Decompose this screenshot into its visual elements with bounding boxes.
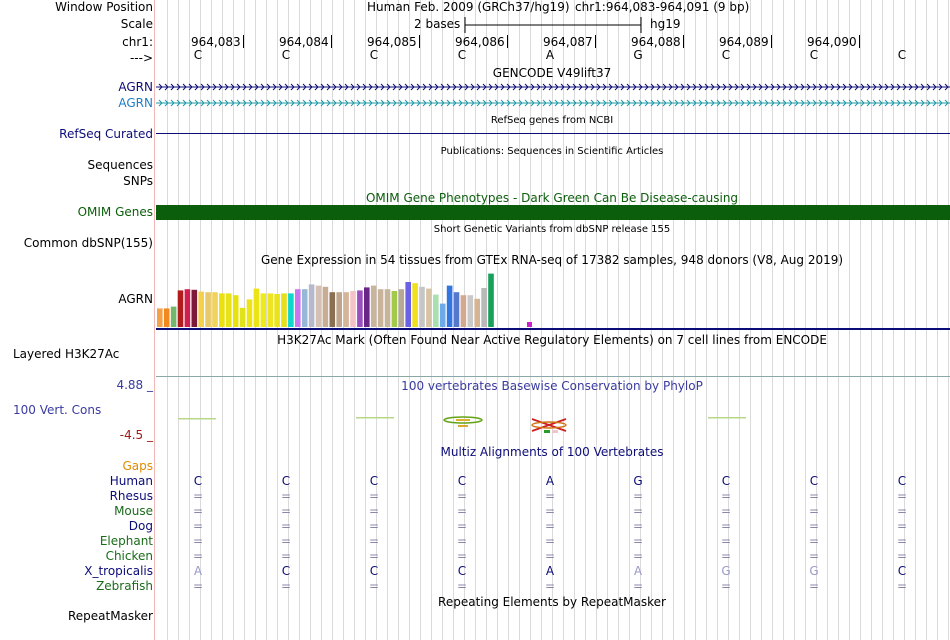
gtex-bar[interactable] <box>433 295 439 327</box>
gtex-bar[interactable] <box>164 308 170 327</box>
gtex-bar[interactable] <box>461 295 467 327</box>
cons-min-label: -4.5 _ <box>119 428 153 442</box>
alignment-base: = <box>192 549 204 563</box>
base-letter: C <box>281 48 291 62</box>
alignment-base: = <box>808 489 820 503</box>
agrn-gencode-alt-label[interactable]: AGRN <box>118 96 153 110</box>
h3k27ac-baseline <box>156 376 950 377</box>
window-position-label: Window Position <box>55 0 153 14</box>
alignment-base: = <box>456 489 468 503</box>
gencode-gene-tracks[interactable] <box>156 80 950 110</box>
ruler-tick-label: 964,088 <box>631 35 681 49</box>
repeatmasker-title: Repeating Elements by RepeatMasker <box>438 595 666 609</box>
species-label[interactable]: Elephant <box>99 534 153 548</box>
assembly-title: Human Feb. 2009 (GRCh37/hg19) <box>367 0 570 14</box>
base-letter: C <box>193 48 203 62</box>
phylop-conservation-plot[interactable] <box>156 405 950 439</box>
alignment-base: = <box>720 579 732 593</box>
sequences-label[interactable]: Sequences <box>87 158 153 172</box>
publications-title: Publications: Sequences in Scientific Articles <box>440 146 664 157</box>
alignment-base: = <box>544 549 556 563</box>
alignment-base: = <box>808 579 820 593</box>
gtex-bar[interactable] <box>281 293 287 327</box>
cons-track-label[interactable]: 100 Vert. Cons <box>13 403 102 417</box>
gtex-bar[interactable] <box>454 292 460 327</box>
gtex-bar[interactable] <box>233 295 239 327</box>
gtex-bar[interactable] <box>385 289 391 327</box>
alignment-base: C <box>897 564 907 578</box>
alignment-base: = <box>896 504 908 518</box>
base-letter: C <box>721 48 731 62</box>
gtex-bar[interactable] <box>240 308 246 327</box>
gtex-bar[interactable] <box>357 290 363 327</box>
alignment-base: C <box>897 474 907 488</box>
ruler-tick-mark <box>331 35 332 48</box>
base-letter: C <box>457 48 467 62</box>
alignment-base: = <box>456 549 468 563</box>
refseq-gene-line[interactable] <box>156 133 950 134</box>
alignment-base: = <box>280 504 292 518</box>
scale-bar <box>460 16 644 34</box>
gtex-bar[interactable] <box>288 293 294 327</box>
ruler-tick-label: 964,086 <box>455 35 505 49</box>
species-label[interactable]: Zebrafish <box>96 579 153 593</box>
species-label[interactable]: X_tropicalis <box>84 564 153 578</box>
alignment-base: C <box>457 564 467 578</box>
gtex-bar[interactable] <box>399 289 405 327</box>
gtex-bar[interactable] <box>267 293 273 327</box>
strand-arrow-label: ---> <box>129 51 153 65</box>
refseq-title: RefSeq genes from NCBI <box>490 115 614 126</box>
alignment-base: C <box>809 474 819 488</box>
gtex-bar[interactable] <box>447 286 453 327</box>
ruler-tick-label: 964,090 <box>807 35 857 49</box>
gtex-bar[interactable] <box>178 290 184 327</box>
alignment-base: = <box>544 519 556 533</box>
gtex-bar[interactable] <box>488 274 494 327</box>
alignment-base: = <box>896 489 908 503</box>
alignment-base: = <box>368 489 380 503</box>
ruler-tick-mark <box>595 35 596 48</box>
alignment-base: G <box>721 564 731 578</box>
alignment-base: = <box>544 504 556 518</box>
alignment-base: = <box>192 489 204 503</box>
alignment-base: = <box>280 519 292 533</box>
omim-genes-label[interactable]: OMIM Genes <box>77 205 153 219</box>
alignment-base: = <box>720 504 732 518</box>
alignment-base: = <box>632 549 644 563</box>
phylop-bars <box>178 417 746 433</box>
alignment-base: = <box>456 519 468 533</box>
ruler-tick-label: 964,083 <box>191 35 241 49</box>
ruler-tick-label: 964,084 <box>279 35 329 49</box>
alignment-base: C <box>193 474 203 488</box>
alignment-base: = <box>896 579 908 593</box>
gtex-title: Gene Expression in 54 tissues from GTEx RNA-seq of 17382 samples, 948 donors (V8, Aug 2019) <box>260 253 844 267</box>
alignment-base: A <box>633 564 643 578</box>
alignment-base: = <box>192 519 204 533</box>
ruler-tick-mark <box>859 35 860 48</box>
alignment-base: = <box>896 534 908 548</box>
base-letter: C <box>809 48 819 62</box>
alignment-base: = <box>368 549 380 563</box>
gtex-bar[interactable] <box>316 286 322 327</box>
alignment-base: = <box>280 579 292 593</box>
agrn-gencode-label[interactable]: AGRN <box>118 80 153 94</box>
alignment-base: = <box>632 579 644 593</box>
ruler-tick-label: 964,089 <box>719 35 769 49</box>
alignment-base: = <box>368 534 380 548</box>
gtex-bar[interactable] <box>419 287 425 327</box>
omim-gene-bar[interactable] <box>156 205 950 220</box>
alignment-base: = <box>720 519 732 533</box>
alignment-base: = <box>280 549 292 563</box>
alignment-base: = <box>192 534 204 548</box>
base-letter: A <box>545 48 555 62</box>
gtex-bar[interactable] <box>330 292 336 327</box>
ruler-tick-mark <box>243 35 244 48</box>
gtex-bar[interactable] <box>371 286 377 327</box>
alignment-base: = <box>368 504 380 518</box>
gtex-bar[interactable] <box>440 304 446 327</box>
ruler-tick-mark <box>683 35 684 48</box>
gtex-bar[interactable] <box>336 292 342 327</box>
gtex-bar[interactable] <box>171 307 177 327</box>
gtex-bar[interactable] <box>254 289 260 327</box>
alignment-base: = <box>456 579 468 593</box>
gtex-bar[interactable] <box>274 294 280 327</box>
alignment-base: G <box>633 474 643 488</box>
refseq-curated-label[interactable]: RefSeq Curated <box>59 127 153 141</box>
gtex-bar[interactable] <box>302 289 308 327</box>
alignment-base: A <box>545 474 555 488</box>
gtex-bar[interactable] <box>392 291 398 327</box>
gtex-bar[interactable] <box>309 284 315 327</box>
gtex-bar[interactable] <box>364 287 370 327</box>
base-letter: C <box>897 48 907 62</box>
alignment-base: C <box>281 474 291 488</box>
species-label[interactable]: Mouse <box>114 504 153 518</box>
gaps-label: Gaps <box>122 459 153 473</box>
alignment-base: = <box>632 519 644 533</box>
alignment-base: = <box>632 504 644 518</box>
gtex-bar[interactable] <box>198 292 204 327</box>
repeatmasker-label[interactable]: RepeatMasker <box>67 609 153 623</box>
snps-label[interactable]: SNPs <box>123 174 153 188</box>
gtex-bar[interactable] <box>405 282 411 327</box>
gtex-bar[interactable] <box>219 293 225 327</box>
chr-label: chr1: <box>122 35 153 49</box>
gtex-bar[interactable] <box>343 292 349 327</box>
alignment-base: C <box>457 474 467 488</box>
alignment-base: C <box>721 474 731 488</box>
gtex-bar[interactable] <box>378 289 384 327</box>
position-text: chr1:964,083-964,091 (9 bp) <box>575 0 750 14</box>
alignment-base: = <box>808 519 820 533</box>
species-label[interactable]: Rhesus <box>109 489 153 503</box>
ruler-tick-label: 964,087 <box>543 35 593 49</box>
layered-h3k27ac-label[interactable]: Layered H3K27Ac <box>13 347 120 361</box>
gtex-bar[interactable] <box>412 283 418 327</box>
gtex-bar[interactable] <box>157 308 163 327</box>
gtex-bar[interactable] <box>295 289 301 327</box>
alignment-base: = <box>896 549 908 563</box>
alignment-base: = <box>808 534 820 548</box>
gtex-expression-chart[interactable] <box>156 268 950 330</box>
gtex-bar[interactable] <box>481 288 487 327</box>
alignment-base: = <box>720 489 732 503</box>
species-label[interactable]: Human <box>109 474 153 488</box>
species-label[interactable]: Chicken <box>105 549 153 563</box>
alignment-base: = <box>280 489 292 503</box>
alignment-base: = <box>808 549 820 563</box>
ruler-tick-label: 964,085 <box>367 35 417 49</box>
gtex-bar[interactable] <box>323 287 329 327</box>
alignment-base: = <box>192 579 204 593</box>
gtex-bar[interactable] <box>192 290 198 327</box>
gtex-bar[interactable] <box>527 322 532 327</box>
common-dbsnp-label[interactable]: Common dbSNP(155) <box>23 236 153 250</box>
species-label[interactable]: Dog <box>128 519 153 533</box>
gtex-bar[interactable] <box>261 293 267 327</box>
alignment-base: = <box>368 579 380 593</box>
alignment-base: C <box>369 474 379 488</box>
alignment-base: = <box>720 549 732 563</box>
scale-label: Scale <box>120 17 153 31</box>
dbsnp-title: Short Genetic Variants from dbSNP release 155 <box>433 224 671 235</box>
gtex-bar[interactable] <box>474 299 480 327</box>
gtex-bar[interactable] <box>205 292 211 327</box>
omim-title: OMIM Gene Phenotypes - Dark Green Can Be Disease-causing <box>365 191 739 205</box>
phylop-title: 100 vertebrates Basewise Conservation by PhyloP <box>401 379 703 393</box>
alignment-base: = <box>632 489 644 503</box>
alignment-base: = <box>456 534 468 548</box>
cons-max-label: 4.88 _ <box>116 378 153 392</box>
alignment-base: = <box>544 579 556 593</box>
alignment-base: = <box>368 519 380 533</box>
multiz-title: Multiz Alignments of 100 Vertebrates <box>440 445 664 459</box>
alignment-base: C <box>281 564 291 578</box>
alignment-base: = <box>544 534 556 548</box>
alignment-base: A <box>545 564 555 578</box>
alignment-base: = <box>456 504 468 518</box>
alignment-base: C <box>369 564 379 578</box>
alignment-base: = <box>896 519 908 533</box>
scale-db: hg19 <box>650 17 681 31</box>
h3k27ac-title: H3K27Ac Mark (Often Found Near Active Regulatory Elements) on 7 cell lines from ENCODE <box>277 333 827 347</box>
ruler-tick-mark <box>419 35 420 48</box>
alignment-base: G <box>809 564 819 578</box>
alignment-base: = <box>632 534 644 548</box>
gtex-bar[interactable] <box>212 292 218 327</box>
alignment-base: = <box>192 504 204 518</box>
alignment-base: = <box>720 534 732 548</box>
gtex-bar[interactable] <box>426 289 432 327</box>
alignment-base: = <box>280 534 292 548</box>
alignment-base: A <box>193 564 203 578</box>
gtex-bar[interactable] <box>247 299 253 327</box>
gtex-bar[interactable] <box>350 291 356 327</box>
scale-text: 2 bases <box>414 17 461 31</box>
gtex-bar[interactable] <box>185 289 191 327</box>
ruler-tick-mark <box>507 35 508 48</box>
base-letter: C <box>369 48 379 62</box>
gtex-bar[interactable] <box>468 295 474 327</box>
base-letter: G <box>633 48 643 62</box>
gencode-title: GENCODE V49lift37 <box>492 66 612 80</box>
alignment-base: = <box>808 504 820 518</box>
gtex-bar[interactable] <box>226 293 232 327</box>
alignment-base: = <box>544 489 556 503</box>
label-divider <box>154 0 155 640</box>
ruler-tick-mark <box>771 35 772 48</box>
agrn-gtex-label[interactable]: AGRN <box>118 292 153 306</box>
